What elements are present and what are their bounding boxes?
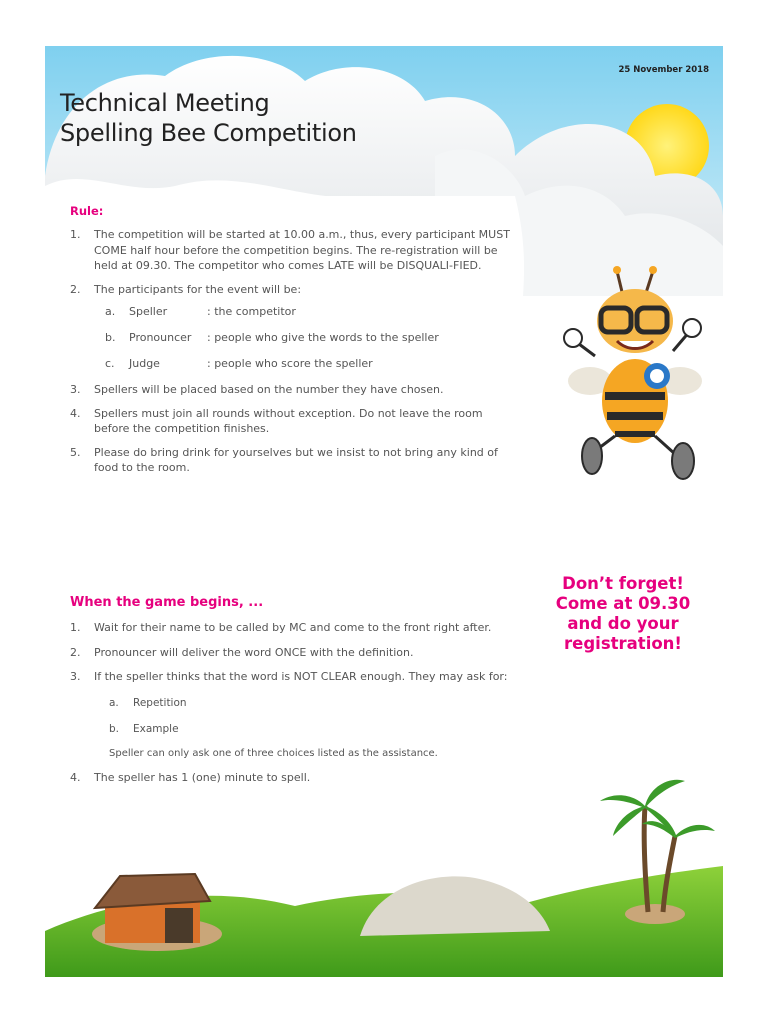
role-term: Judge xyxy=(129,357,160,370)
item-number: 3. xyxy=(70,670,81,683)
rule-heading: Rule: xyxy=(70,204,104,218)
date-label: 25 November 2018 xyxy=(618,65,709,75)
flyer-page xyxy=(45,46,723,977)
assistance-note: Speller can only ask one of three choices listed as the assistance. xyxy=(109,747,438,759)
game-list xyxy=(70,620,512,795)
item-text: Wait for their name to be called by MC and come to the front right after. xyxy=(94,621,492,634)
game-heading: When the game begins, ... xyxy=(70,595,264,610)
item-text: The competition will be started at 10.00 a.m., thus, every participant MUST COME half hour before the competition begins. The re-registration will be held at 09.30. The competitor who comes LATE will be DISQUALI-FIED. xyxy=(94,228,510,272)
options-list xyxy=(94,696,512,738)
item-text: Please do bring drink for yourselves but we insist to not bring any kind of food to the room. xyxy=(94,445,498,474)
role-item xyxy=(94,330,512,346)
role-definition: : the competitor xyxy=(207,305,296,318)
item-text: Pronouncer will deliver the word ONCE with the definition. xyxy=(94,645,414,659)
title-line-1: Technical Meeting xyxy=(60,89,270,117)
role-item xyxy=(94,356,512,372)
reminder-line-2: Come at 09.30 xyxy=(555,594,691,613)
role-term: Speller xyxy=(129,305,168,318)
option-letter: b. xyxy=(109,722,120,735)
item-number: 1. xyxy=(70,228,81,241)
rules-list xyxy=(70,227,512,484)
item-number: 5. xyxy=(70,445,81,459)
option-letter: a. xyxy=(109,696,119,709)
page-title xyxy=(60,88,357,148)
reminder-callout xyxy=(533,574,713,654)
role-definition: : people who score the speller xyxy=(207,357,373,370)
option-term: Repetition xyxy=(133,696,187,709)
background-illustration xyxy=(45,46,723,977)
list-item xyxy=(70,227,512,274)
item-text: The participants for the event will be: xyxy=(94,282,302,296)
list-item xyxy=(70,620,512,636)
item-number: 3. xyxy=(70,383,81,396)
option-item xyxy=(94,722,512,738)
role-term: Pronouncer xyxy=(129,331,192,344)
item-number: 2. xyxy=(70,282,81,296)
option-term: Example xyxy=(133,722,179,735)
role-definition: : people who give the words to the speller xyxy=(207,331,439,344)
list-item xyxy=(70,770,512,786)
item-number: 4. xyxy=(70,771,81,784)
role-letter: b. xyxy=(105,331,116,344)
reminder-line-3: and do your xyxy=(567,614,679,633)
list-item xyxy=(70,282,512,373)
item-text: If the speller thinks that the word is NOT CLEAR enough. They may ask for: xyxy=(94,670,508,683)
item-number: 4. xyxy=(70,406,81,420)
list-item xyxy=(70,669,512,761)
role-item xyxy=(94,304,512,320)
list-item xyxy=(70,645,512,661)
role-letter: c. xyxy=(105,357,115,370)
item-text: The speller has 1 (one) minute to spell. xyxy=(94,771,311,784)
reminder-line-1: Don’t forget! xyxy=(562,574,684,593)
item-number: 2. xyxy=(70,645,81,659)
item-text: Spellers will be placed based on the number they have chosen. xyxy=(94,383,444,396)
item-number: 1. xyxy=(70,621,81,634)
list-item xyxy=(70,406,512,437)
role-letter: a. xyxy=(105,305,116,318)
list-item xyxy=(70,382,512,398)
title-line-2: Spelling Bee Competition xyxy=(60,119,357,147)
list-item xyxy=(70,445,512,476)
reminder-line-4: registration! xyxy=(564,634,682,653)
option-item xyxy=(94,696,512,712)
item-text: Spellers must join all rounds without exception. Do not leave the room before the competition finishes. xyxy=(94,406,483,435)
roles-list xyxy=(94,304,512,372)
